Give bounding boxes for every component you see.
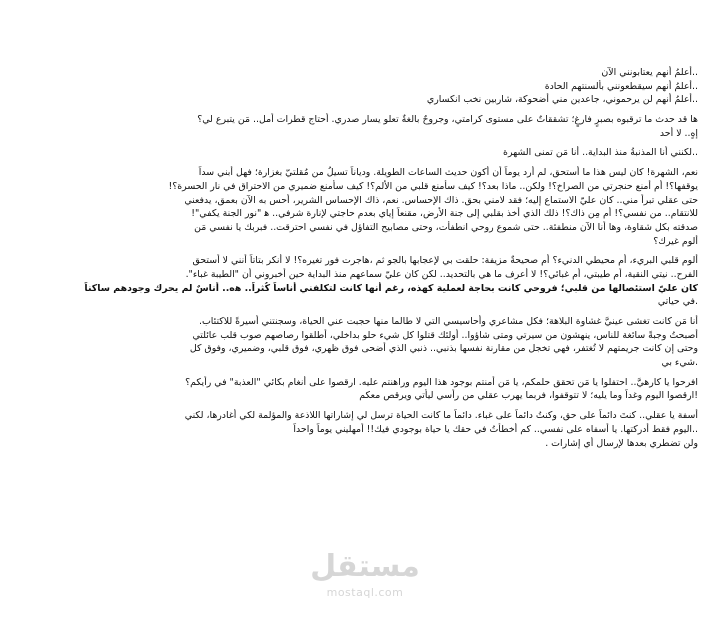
document-line: يوقفها؟! أم أمنع حنجرتي من الصراخ؟! ولكن.. ماذا بعد؟! كيف سأمنع قلبي من الألم؟! كيف سأمنع ضميري من الاحتراق في نار الحسرة؟! [168, 180, 698, 192]
document-line: !ارقصوا اليوم وغداً وما يليه؛ لا تتوقفوا، فربما يهرب عقلي من رأسي ليأتي ويرقص معكم [359, 390, 698, 402]
document-line: أنا مَن كانت تغشى عينيَّ غشاوة البلاهة؛ فكل مشاعري وأحاسيسي التي لا طالما منها حجبت عني الحياة، وسجنتني أسيرةً للاكتئاب. [198, 316, 698, 327]
document-line: ها قد حدث ما ترقبوه بصبرٍ فارغٍ؛ تشققاتٌ على مستوى كرامتي، وجروحٌ بالغةٌ تعلو يسار صدري. أحتاج قطرات أمل.. مَن يتبرع لي؟ [197, 114, 698, 126]
mostaql-watermark [300, 548, 430, 618]
document-line: إهٍ.. لا أحد [659, 127, 698, 139]
document-line: ألوم قلبي البريء، أم محيطي الدنيء؟ أم صحيحةٌ مزيفة: حلقت بي لإعجابها بالجو ثم ،هاجرت فور تغيره؟! لا أنكر بتاتاً أنني لا أستحق [192, 255, 698, 267]
document-line: صدقته بكل شقاوة، وها أنا الآن منطفئة.. حتى شموع روحي انطفأت، وحتى مصابيح التفاؤل في نفسي احترقت.. فبربك يا نفسي مَن [194, 221, 698, 233]
watermark-logo: مستقل [310, 549, 420, 584]
document-line: أسفة يا عقلي.. كنتَ دائماً على حق، وكنتُ دائماً على غباء. دائماً ما كانت الحياة ترسل لي إشاراتها اللاذعة والمؤلمة لكي أغادرها، لكني [184, 410, 698, 422]
document-line: وحتى إن كانت جريمتهم لا تُغتفر، فهي تخجل من مقارنة نفسها بذنبي.. ذنبي الذي أضحى فوق ظهري، فوق قلبي، وضميري، وفوق كل [189, 343, 698, 355]
document-line: ولن تضطري بعدها لإرسال أي إشارات . [545, 437, 698, 449]
document-body [40, 66, 698, 450]
document-line: الفرح.. نيتي النقية، أم طيبتي، أم غبائي؟! لا أعرف ما هي بالتحديد.. لكن كان عليّ سماعهم منذ البداية حين أخبروني أن "الطيبة غباء". [185, 268, 698, 280]
document-line: .شيء بي [661, 357, 698, 369]
document-line: ألوم غيرك؟ [653, 235, 698, 247]
document-line: ..لكنني أنا المذنبةُ منذ البداية.. أنا مَن تمنى الشهرة [503, 147, 698, 159]
document-line: للانتقام.. من نفسي؟! أم مِن ذاك؟! ذلك الذي أخذ بقلبي إلى جنة الأرض، مقنعاً إياي بعدم حاجتي لإنارة شرفي.. ﻫ "نور الجنة يكفي"! [191, 208, 698, 220]
document-line: .في حياتي [657, 296, 698, 308]
document-line: ..أعلمُ أنهم لن يرحموني، جاعدين مني أضحوكة، شاربين نخب انكساري [426, 94, 698, 106]
document-line: حتى عقلي تبرأ مني.. كان عليّ الاستماع إليه؛ فقد لامني بحق. ذاك الإحساس. نعم، ذاك الإحساس الشرير، أحس به الآن بعمق، يدفعني [184, 194, 698, 206]
document-line: نعم، الشهرة! كان ليس هذا ما أستحق، لم أرد يوماً أن أكون حديث الساعات الطويلة. ودياناً تسيلُ من مُقلتيّ بغزارة؛ فهل أبني سداً [198, 167, 698, 179]
document-line: أصبحتُ وجبةً سائغة للناس، ينهشون من سيرتي ومتى شاؤوا.. أولئك قتلوا كل شيء حلو بداخلي، أطلقوا رصاصهم صوب قلب عائلتي [192, 329, 698, 341]
document-line: افرحوا يا كارهيَّ.. احتفلوا يا مَن تحقق حلمكم، يا مَن أمنتم بوجود هذا اليوم وراهنتم عليه. ارقصوا على أنغام بكائي "العذبة" في رأيكم؟ [185, 376, 698, 388]
document-line: كان عليّ استئصالها من قلبي؛ فروحي كانت بحاجة لعملية كهذه، رغم أنها كانت لتكلفني أناساً كُثراً.. ﻫه.. أناسٌ لم يحرك وجودهم ساكناً [84, 282, 698, 294]
watermark-site: mostaql.com [326, 586, 404, 599]
document-line: ..أعلمُ أنهم يعتابونني الآن [601, 67, 698, 78]
document-line: ..أعلمُ أنهم سيقطعونني بألسنتهم الحادة [544, 80, 698, 92]
document-line: ..اليوم فقط أدركتها. يا أسفاه على نفسي.. كم أخطأتُ في حقك يا حياة بوجودي فيك!! أمهليني يوماً واحداً [293, 423, 698, 435]
